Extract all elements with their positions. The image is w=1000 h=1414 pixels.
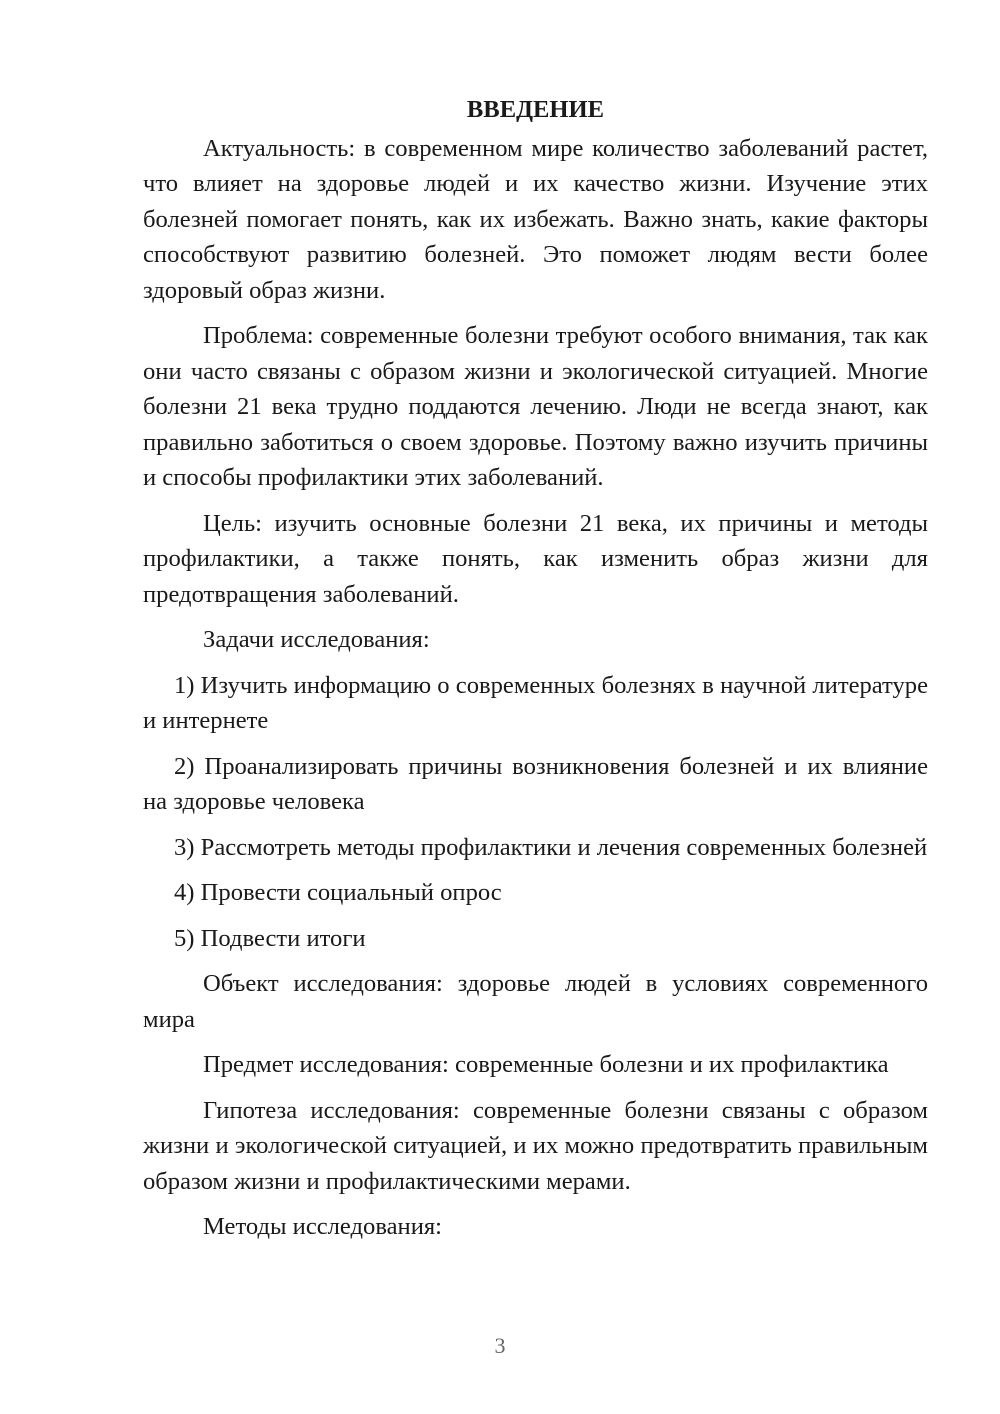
- methods-label: Методы исследования:: [203, 1213, 442, 1240]
- task-item-5: 5) Подвести итоги: [174, 924, 366, 952]
- task-item-4: 4) Провести социальный опрос: [174, 879, 502, 906]
- task-item-3: 3) Рассмотреть методы профилактики и лечения современных болезней: [174, 833, 928, 861]
- object-paragraph: Объект исследования: здоровье людей в условиях современного мира: [143, 970, 928, 1033]
- document-page: [143, 92, 928, 1255]
- problem-paragraph: Проблема: современные болезни требуют особого внимания, так как они часто связаны с образом жизни и экологической ситуацией. Многие болезни 21 века трудно поддаются лечению. Люди не всегда знают, как правильно заботиться о своем здоровье. Поэтому важно изучить причины и способы профилактики этих заболеваний.: [143, 322, 928, 491]
- goal-paragraph: Цель: изучить основные болезни 21 века, их причины и методы профилактики, а также понять, как изменить образ жизни для предотвращения заболеваний.: [143, 509, 928, 608]
- tasks-label: Задачи исследования:: [203, 626, 430, 653]
- task-item-2: 2) Проанализировать причины возникновения болезней и их влияние на здоровье человека: [143, 752, 928, 815]
- hypothesis-paragraph: Гипотеза исследования: современные болезни связаны с образом жизни и экологической ситуацией, и их можно предотвратить правильным образом жизни и профилактическими мерами.: [143, 1096, 928, 1195]
- relevance-paragraph: Актуальность: в современном мире количество заболеваний растет, что влияет на здоровье людей и их качество жизни. Изучение этих болезней помогает понять, как их избежать. Важно знать, какие факторы способствуют развитию болезней. Это поможет людям вести более здоровый образ жизни.: [143, 134, 928, 304]
- page-title: ВВЕДЕНИЕ: [466, 96, 605, 123]
- page-number: 3: [494, 1333, 506, 1358]
- subject-paragraph: Предмет исследования: современные болезни и их профилактика: [203, 1051, 889, 1078]
- task-item-1: 1) Изучить информацию о современных болезнях в научной литературе и интернете: [143, 671, 928, 734]
- tasks-list: [143, 668, 928, 957]
